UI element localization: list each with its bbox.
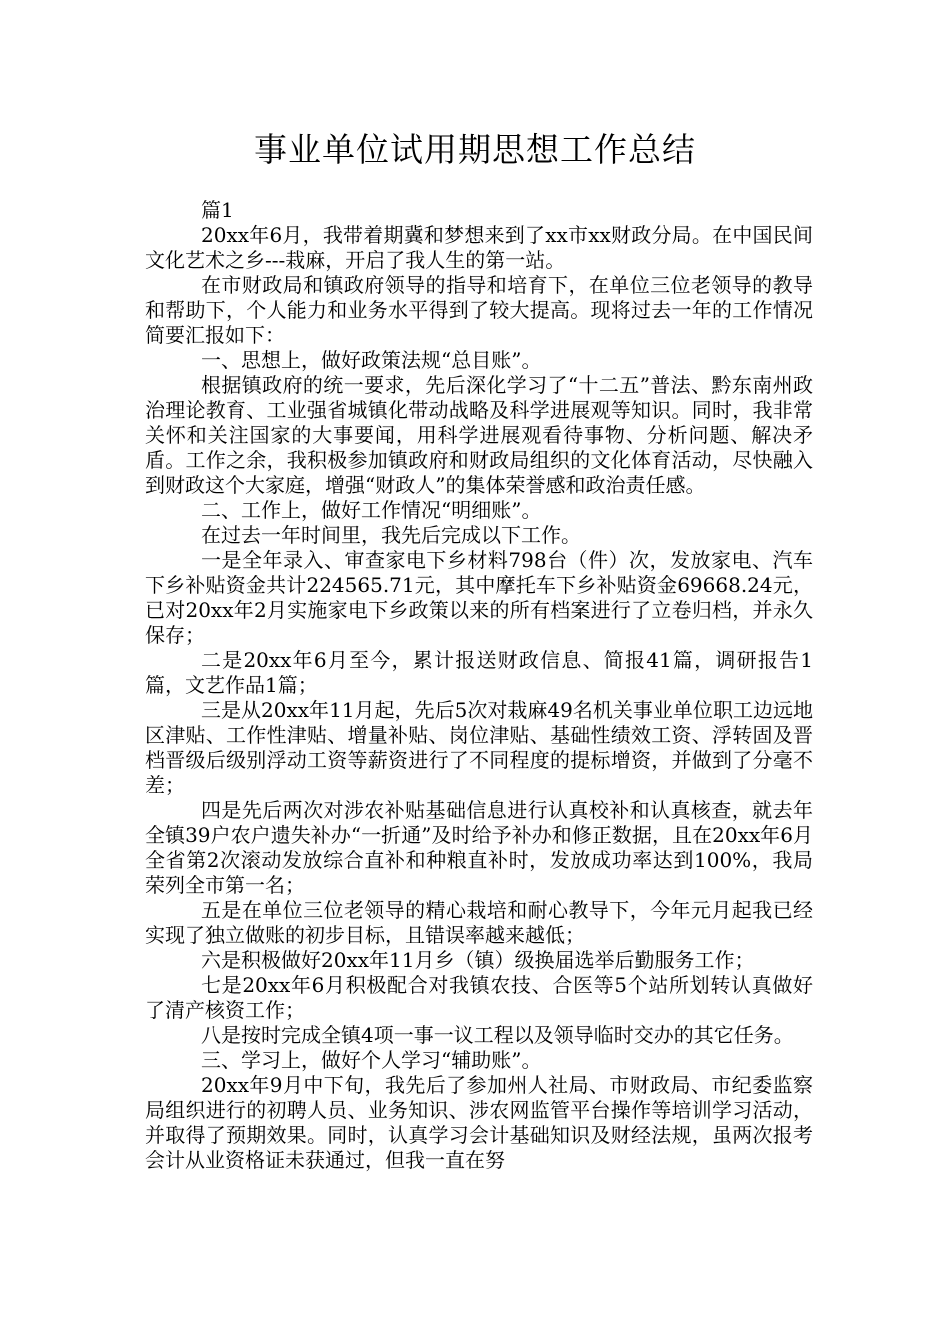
list-item: 二是20xx年6月至今，累计报送财政信息、简报41篇，调研报告1篇，文艺作品1篇； [145, 648, 813, 697]
list-item: 四是先后两次对涉农补贴基础信息进行认真校补和认真核查，就去年全镇39户农户遗失补办“一折通”及时给予补办和修正数据，且在20xx年6月全省第2次滚动发放综合直补和种粮直补时，发放成功率达到100%，我局荣列全市第一名； [145, 798, 813, 897]
paragraph: 20xx年9月中下旬，我先后了参加州人社局、市财政局、市纪委监察局组织进行的初聘人员、业务知识、涉农网监管平台操作等培训学习活动，并取得了预期效果。同时，认真学习会计基础知识及财经法规，虽两次报考会计从业资格证未获通过，但我一直在努 [145, 1073, 813, 1172]
list-item: 七是20xx年6月积极配合对我镇农技、合医等5个站所划转认真做好了清产核资工作； [145, 973, 813, 1022]
list-item: 八是按时完成全镇4项一事一议工程以及领导临时交办的其它任务。 [201, 1023, 794, 1047]
list-item: 六是积极做好20xx年11月乡（镇）级换届选举后勤服务工作； [201, 948, 755, 972]
paragraph: 根据镇政府的统一要求，先后深化学习了“十二五”普法、黔东南州政治理论教育、工业强省城镇化带动战略及科学进展观等知识。同时，我非常关怀和关注国家的大事要闻，用科学进展观看待事物、分析问题、解决矛盾。工作之余，我积极参加镇政府和财政局组织的文化体育活动，尽快融入到财政这个大家庭，增强“财政人”的集体荣誉感和政治责任感。 [145, 373, 813, 497]
section-heading: 二、工作上，做好工作情况“明细账”。 [201, 498, 542, 522]
list-item: 三是从20xx年11月起，先后5次对栽麻49名机关事业单位职工边远地区津贴、工作性津贴、增量补贴、岗位津贴、基础性绩效工资、浮转固及晋档晋级后级别浮动工资等薪资进行了不同程度的提标增资，并做到了分毫不差； [145, 698, 813, 797]
section-heading: 三、学习上，做好个人学习“辅助账”。 [201, 1048, 542, 1072]
paragraph-section-label: 篇1 [201, 198, 234, 222]
paragraph: 20xx年6月，我带着期冀和梦想来到了xx市xx财政分局。在中国民间文化艺术之乡---栽麻，开启了我人生的第一站。 [145, 223, 813, 272]
document-title: 事业单位试用期思想工作总结 [254, 130, 696, 169]
section-heading: 一、思想上，做好政策法规“总目账”。 [201, 348, 542, 372]
list-item: 一是全年录入、审查家电下乡材料798台（件）次，发放家电、汽车下乡补贴资金共计224565.71元，其中摩托车下乡补贴资金69668.24元，已对20xx年2月实施家电下乡政策以来的所有档案进行了立卷归档，并永久保存； [145, 548, 813, 647]
document-body [145, 198, 813, 1173]
list-item: 五是在单位三位老领导的精心栽培和耐心教导下，今年元月起我已经实现了独立做账的初步目标，且错误率越来越低； [145, 898, 813, 947]
paragraph: 在市财政局和镇政府领导的指导和培育下，在单位三位老领导的教导和帮助下，个人能力和业务水平得到了较大提高。现将过去一年的工作情况简要汇报如下： [145, 273, 813, 347]
paragraph: 在过去一年时间里，我先后完成以下工作。 [201, 523, 581, 547]
